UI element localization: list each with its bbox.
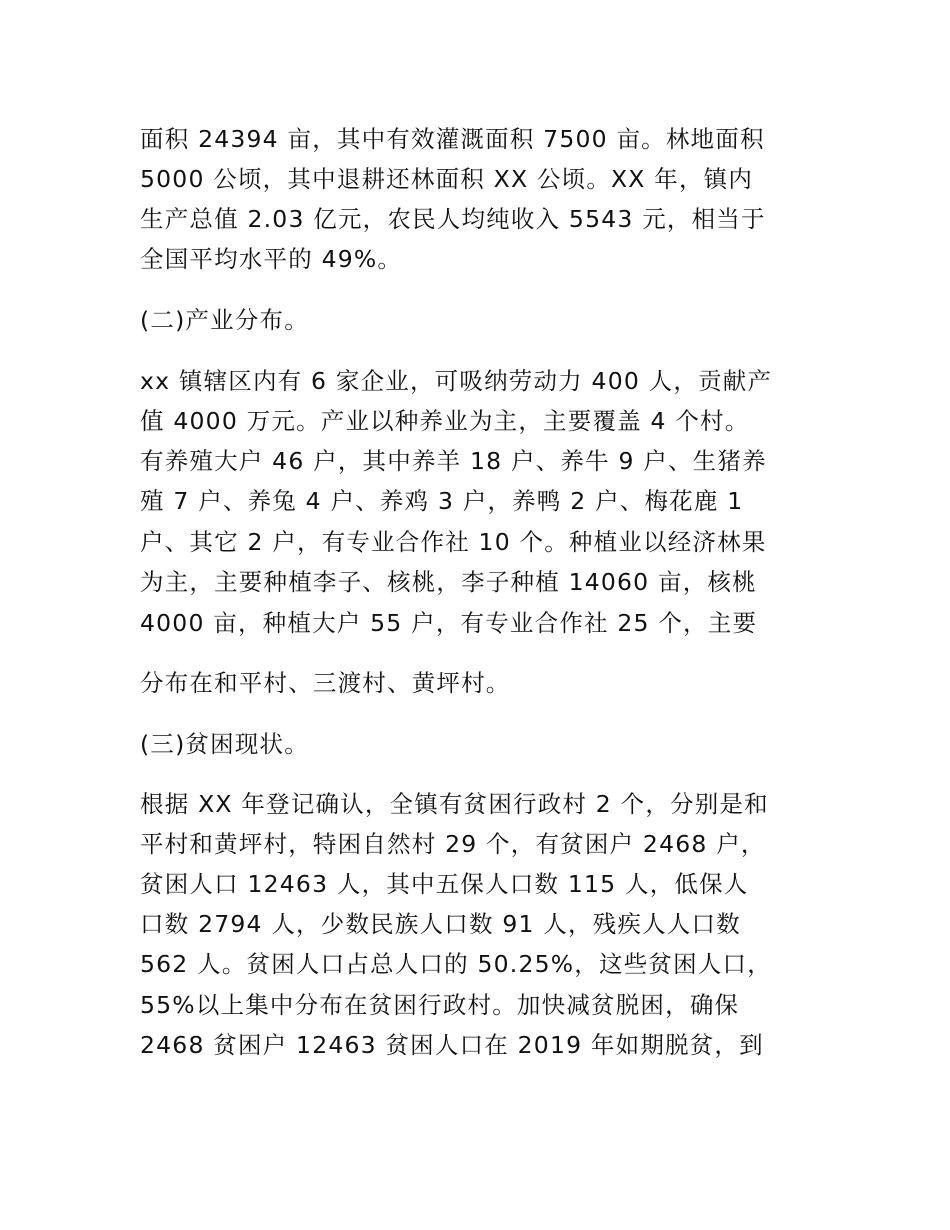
text-line: 口数 2794 人，少数民族人口数 91 人，残疾人人口数 <box>140 910 741 938</box>
text-line: 面积 24394 亩，其中有效灌溉面积 7500 亩。林地面积 <box>140 125 765 153</box>
text-line: 殖 7 户、养兔 4 户、养鸡 3 户，养鸭 2 户、梅花鹿 1 <box>140 487 744 515</box>
text-line: 55%以上集中分布在贫困行政村。加快减贫脱困，确保 <box>140 991 740 1019</box>
text-line: 分布在和平村、三渡村、黄坪村。 <box>140 669 511 697</box>
text-line: 4000 亩，种植大户 55 户，有专业合作社 25 个，主要 <box>140 609 758 637</box>
section-heading: (二)产业分布。 <box>140 306 309 334</box>
text-line: 2468 贫困户 12463 贫困人口在 2019 年如期脱贫，到 <box>140 1031 764 1059</box>
text-line: 贫困人口 12463 人，其中五保人口数 115 人，低保人 <box>140 870 749 898</box>
text-line: 全国平均水平的 49%。 <box>140 245 403 273</box>
section-heading: (三)贫困现状。 <box>140 730 309 758</box>
text-line: xx 镇辖区内有 6 家企业，可吸纳劳动力 400 人，贡献产 <box>140 367 773 395</box>
text-line: 户、其它 2 户，有专业合作社 10 个。种植业以经济林果 <box>140 528 767 556</box>
text-line: 生产总值 2.03 亿元，农民人均纯收入 5543 元，相当于 <box>140 205 766 233</box>
text-line: 值 4000 万元。产业以种养业为主，主要覆盖 4 个村。 <box>140 407 750 435</box>
text-line: 5000 公顷，其中退耕还林面积 XX 公顷。XX 年，镇内 <box>140 165 754 193</box>
text-line: 根据 XX 年登记确认，全镇有贫困行政村 2 个，分别是和 <box>140 790 769 818</box>
text-line: 平村和黄坪村，特困自然村 29 个，有贫困户 2468 户， <box>140 830 766 858</box>
text-line: 为主，主要种植李子、核桃，李子种植 14060 亩，核桃 <box>140 568 757 596</box>
text-line: 562 人。贫困人口占总人口的 50.25%，这些贫困人口， <box>140 950 772 978</box>
text-line: 有养殖大户 46 户，其中养羊 18 户、养牛 9 户、生猪养 <box>140 447 767 475</box>
